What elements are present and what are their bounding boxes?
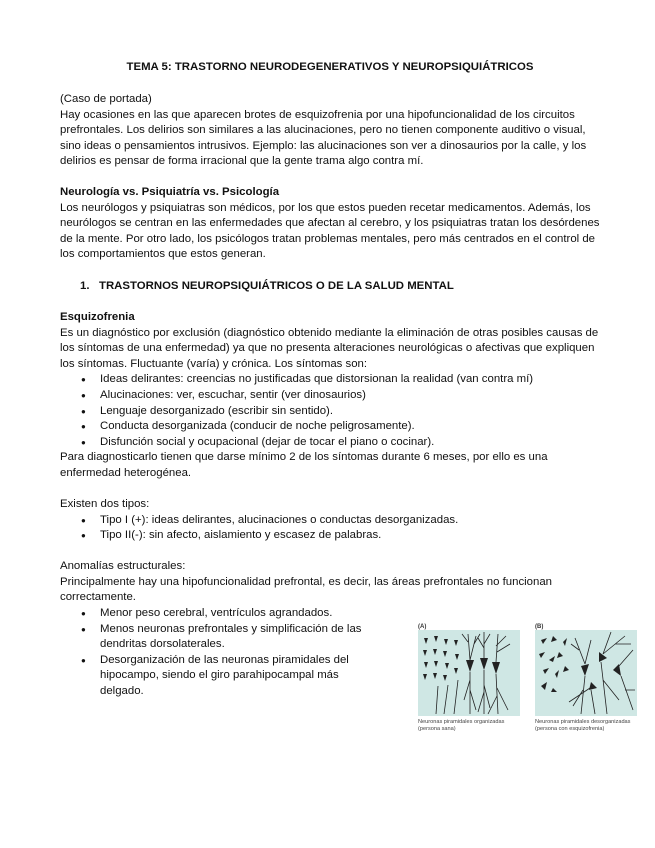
- disorganized-neurons-illustration: [535, 630, 637, 716]
- list-item: ● Ideas delirantes: creencias no justificadas que distorsionan la realidad (van contra mí): [60, 372, 600, 388]
- list-item: ● Tipo I (+): ideas delirantes, alucinaciones o conductas desorganizadas.: [60, 513, 600, 529]
- list-item: ● Lenguaje desorganizado (escribir sin sentido).: [60, 404, 600, 420]
- intro-block: [60, 92, 600, 170]
- tipos-list: [60, 513, 600, 544]
- section-number: 1.: [80, 280, 90, 292]
- neuro-text: Los neurólogos y psiquiatras son médicos, por los que estos pueden recetar medicamentos. Además, los neurólogos se centran en las enfermedades que afectan al cerebro, y los psiquiatras tratan los desórdenes de la mente. Por otro lado, los psicólogos tratan problemas mentales, pero más centrados en el control de los comportamientos que estos generan.: [60, 201, 600, 261]
- esquizofrenia-heading: Esquizofrenia: [60, 311, 135, 323]
- tipos-section: [60, 497, 600, 544]
- caption-a: Neuronas piramidales organizadas (persona sana): [418, 719, 505, 732]
- panel-a-label: (A): [418, 624, 427, 630]
- anomalias-heading: Anomalías estructurales:: [60, 560, 186, 572]
- section-title: TRASTORNOS NEUROPSIQUIÁTRICOS O DE LA SALUD MENTAL: [99, 280, 454, 292]
- list-item: ● Desorganización de las neuronas piramidales del hipocampo, siendo el giro parahipocampal más delgado.: [60, 653, 380, 700]
- tipos-intro: Existen dos tipos:: [60, 498, 150, 510]
- list-item: ● Menos neuronas prefrontales y simplificación de las dendritas dorsolaterales.: [60, 622, 380, 653]
- panel-b-label: (B): [535, 624, 544, 630]
- esquizofrenia-text: Es un diagnóstico por exclusión (diagnóstico obtenido mediante la eliminación de otras posibles causas de los síntomas de una enfermedad) ya que no presenta alteraciones neurológicas o afectivas que expliquen los síntomas. Fluctuante (varía) y crónica. Los síntomas son:: [60, 326, 599, 370]
- neuro-heading: Neurología vs. Psiquiatría vs. Psicología: [60, 186, 280, 198]
- organized-neurons-illustration: [418, 630, 520, 716]
- panel-a-image: [418, 630, 520, 716]
- intro-label: (Caso de portada): [60, 93, 152, 105]
- list-item: ● Menor peso cerebral, ventrículos agrandados.: [60, 606, 380, 622]
- list-item: ● Conducta desorganizada (conducir de noche peligrosamente).: [60, 419, 600, 435]
- diagnosis-text: Para diagnosticarlo tienen que darse mínimo 2 de los síntomas durante 6 meses, por ello es una enfermedad heterogénea.: [60, 451, 548, 479]
- list-item: ● Alucinaciones: ver, escuchar, sentir (ver dinosaurios): [60, 388, 600, 404]
- intro-text: Hay ocasiones en las que aparecen brotes de esquizofrenia por una hipofuncionalidad de los circuitos prefrontales. Los delirios son similares a las alucinaciones, pero no tienen componente auditivo o visual, sino ideas o pensamientos intrusivos. Ejemplo: las alucinaciones son ver a dinosaurios por la calle, y los delirios es pensar de forma irracional que la gente trama algo contra mí.: [60, 108, 587, 168]
- list-item: ● Tipo II(-): sin afecto, aislamiento y escasez de palabras.: [60, 528, 600, 544]
- symptoms-list: [60, 372, 600, 450]
- section-1-heading: [60, 279, 600, 295]
- anomalias-list-block: [60, 606, 380, 700]
- neurons-figure: [418, 620, 631, 740]
- neuro-section: [60, 185, 600, 263]
- panel-b-image: [535, 630, 637, 716]
- list-item: ● Disfunción social y ocupacional (dejar de tocar el piano o cocinar).: [60, 435, 600, 451]
- anomalias-section: [60, 559, 600, 606]
- page-title: TEMA 5: TRASTORNO NEURODEGENERATIVOS Y NEUROPSIQUIÁTRICOS: [126, 61, 534, 73]
- esquizofrenia-section: [60, 310, 600, 482]
- anomalias-text: Principalmente hay una hipofuncionalidad prefrontal, es decir, las áreas prefrontales no funcionan correctamente.: [60, 575, 553, 604]
- anomalias-list: [60, 606, 380, 700]
- caption-b: Neuronas piramidales desorganizadas (persona con esquizofrenia): [535, 719, 631, 732]
